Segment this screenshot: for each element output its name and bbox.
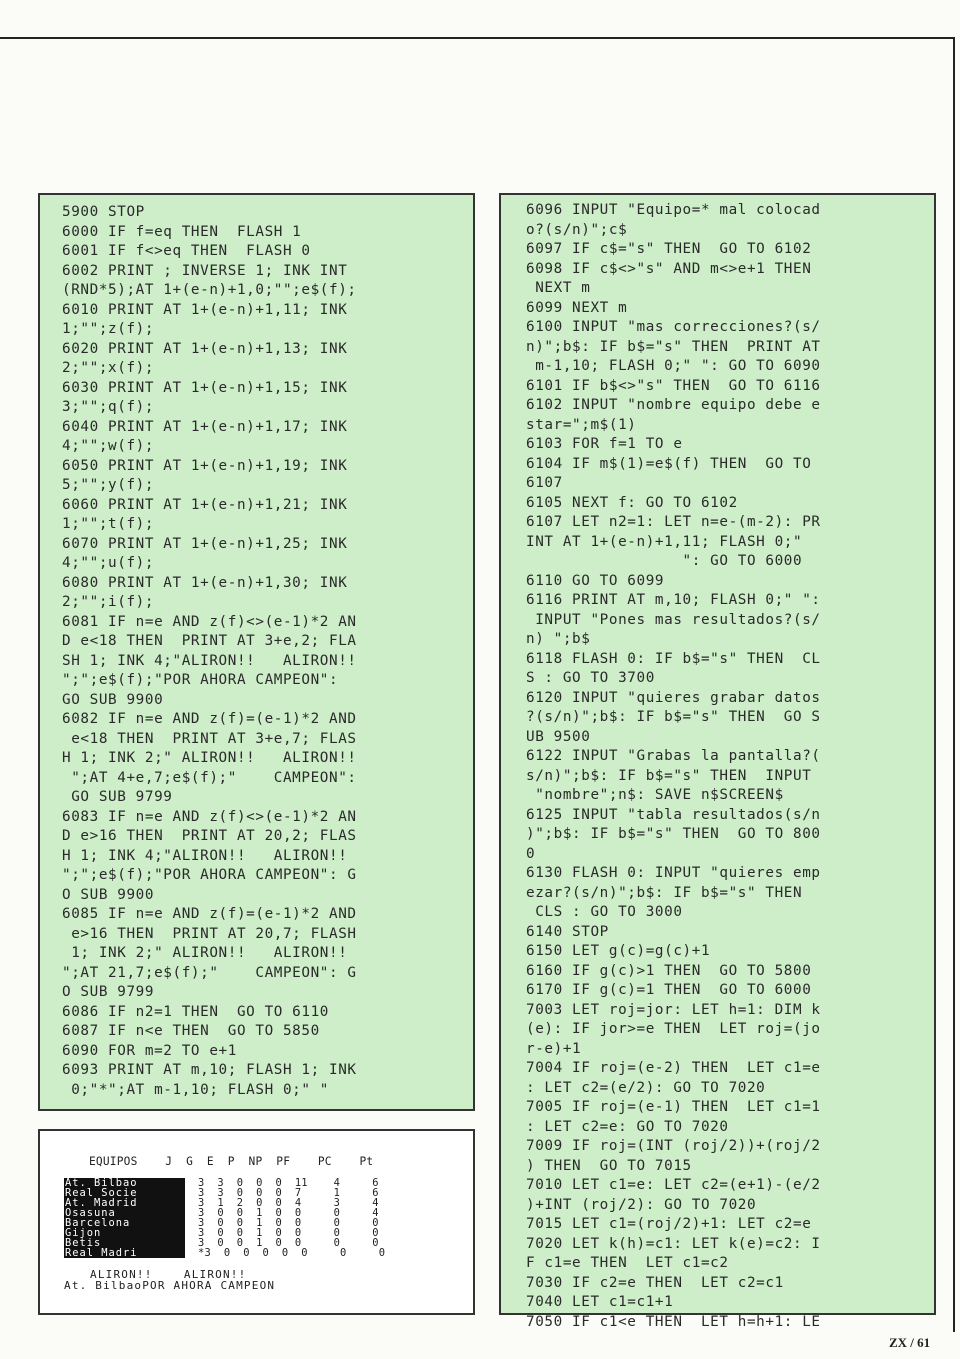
code-listing-left bbox=[38, 193, 475, 1111]
page-number: ZX / 61 bbox=[889, 1335, 931, 1350]
code-line: 6087 IF n<e THEN GO TO 5850 bbox=[62, 1023, 320, 1039]
code-line: 6100 INPUT "mas correcciones?(s/ bbox=[526, 319, 821, 335]
code-line: 7015 LET c1=(roj/2)+1: LET c2=e bbox=[526, 1216, 812, 1232]
code-line: o?(s/n)";c$ bbox=[526, 221, 628, 238]
code-line: 6107 LET n2=1: LET n=e-(m-2): PR bbox=[526, 514, 821, 530]
standings-header: EQUIPOS J G E P NP PF PC Pt bbox=[89, 1155, 374, 1168]
program-screen-capture bbox=[38, 1129, 475, 1315]
page-frame-right bbox=[953, 37, 955, 1332]
code-line: 1;"";z(f); bbox=[62, 321, 155, 337]
code-line: )";b$: IF b$="s" THEN GO TO 800 bbox=[526, 826, 821, 842]
team-stats bbox=[198, 1178, 385, 1258]
code-line: NEXT m bbox=[526, 280, 591, 296]
team-name: Barcelona bbox=[64, 1218, 185, 1228]
code-line: 6060 PRINT AT 1+(e-n)+1,21; INK bbox=[62, 496, 348, 513]
code-line: ";AT 21,7;e$(f);" CAMPEON": G bbox=[62, 964, 357, 981]
code-line: e>16 THEN PRINT AT 20,7; FLASH bbox=[62, 925, 357, 942]
code-line: 7005 IF roj=(e-1) THEN LET c1=1 bbox=[526, 1099, 821, 1115]
code-line: ": GO TO 6000 bbox=[526, 553, 803, 569]
team-stats-row: 3 0 0 1 0 0 0 0 bbox=[198, 1237, 379, 1249]
code-line: H 1; INK 2;" ALIRON!! ALIRON!! bbox=[62, 750, 357, 766]
code-line: 6081 IF n=e AND z(f)<>(e-1)*2 AN bbox=[62, 613, 357, 630]
code-line: 1;"";t(f); bbox=[62, 516, 155, 532]
code-line: 6122 INPUT "Grabas la pantalla?( bbox=[526, 748, 821, 764]
team-stats-row: 3 0 0 1 0 0 0 4 bbox=[198, 1207, 379, 1219]
code-line: O SUB 9900 bbox=[62, 886, 155, 903]
code-line: 2;"";x(f); bbox=[62, 360, 155, 376]
code-line: 6090 FOR m=2 TO e+1 bbox=[62, 1042, 237, 1059]
team-names bbox=[64, 1178, 185, 1258]
code-line: 6085 IF n=e AND z(f)=(e-1)*2 AND bbox=[62, 906, 357, 922]
code-line: 7010 LET c1=e: LET c2=(e+1)-(e/2 bbox=[526, 1177, 821, 1193]
code-line: 7030 IF c2=e THEN LET c2=c1 bbox=[526, 1274, 784, 1291]
code-line: e<18 THEN PRINT AT 3+e,7; FLAS bbox=[62, 730, 357, 747]
code-line: 6050 PRINT AT 1+(e-n)+1,19; INK bbox=[62, 457, 348, 474]
code-line: 6002 PRINT ; INVERSE 1; INK INT bbox=[62, 262, 348, 279]
code-line: 0 bbox=[526, 845, 536, 862]
code-line: 0;"*";AT m-1,10; FLASH 0;" " bbox=[62, 1081, 330, 1098]
code-line: 6130 FLASH 0: INPUT "quieres emp bbox=[526, 865, 821, 881]
code-line: 6140 STOP bbox=[526, 923, 609, 940]
code-line: GO SUB 9799 bbox=[62, 789, 173, 805]
code-line: UB 9500 bbox=[526, 728, 591, 745]
code-line: r-e)+1 bbox=[526, 1040, 582, 1057]
code-line: (RND*5);AT 1+(e-n)+1,0;"";e$(f); bbox=[62, 282, 357, 298]
code-line: 6098 IF c$<>"s" AND m<>e+1 THEN bbox=[526, 260, 812, 277]
code-line: 6116 PRINT AT m,10; FLASH 0;" ": bbox=[526, 592, 821, 608]
code-line: 5;"";y(f); bbox=[62, 477, 155, 493]
code-line: 2;"";i(f); bbox=[62, 594, 155, 610]
code-line: 6102 INPUT "nombre equipo debe e bbox=[526, 397, 821, 413]
listing-lines bbox=[526, 201, 934, 1332]
code-line: INT AT 1+(e-n)+1,11; FLASH 0;" bbox=[526, 533, 803, 550]
code-line: 6083 IF n=e AND z(f)<>(e-1)*2 AN bbox=[62, 808, 357, 825]
code-line: 6000 IF f=eq THEN FLASH 1 bbox=[62, 223, 302, 240]
code-line: ezar?(s/n)";b$: IF b$="s" THEN bbox=[526, 884, 803, 901]
code-line: 6120 INPUT "quieres grabar datos bbox=[526, 689, 821, 706]
code-line: SH 1; INK 4;"ALIRON!! ALIRON!! bbox=[62, 652, 357, 669]
code-line: 6170 IF g(c)=1 THEN GO TO 6000 bbox=[526, 982, 812, 998]
code-line: )+INT (roj/2): GO TO 7020 bbox=[526, 1196, 757, 1213]
champion-message: At. BilbaoPOR AHORA CAMPEON bbox=[64, 1279, 276, 1292]
code-line: D e>16 THEN PRINT AT 20,2; FLAS bbox=[62, 828, 357, 844]
code-line: 6040 PRINT AT 1+(e-n)+1,17; INK bbox=[62, 418, 348, 435]
code-line: 3;"";q(f); bbox=[62, 399, 155, 415]
code-line: star=";m$(1) bbox=[526, 416, 637, 433]
code-line: 6096 INPUT "Equipo=* mal colocad bbox=[526, 202, 821, 218]
code-line: D e<18 THEN PRINT AT 3+e,2; FLA bbox=[62, 633, 357, 649]
code-line: 7009 IF roj=(INT (roj/2))+(roj/2 bbox=[526, 1138, 821, 1154]
code-line: 7040 LET c1=c1+1 bbox=[526, 1294, 674, 1310]
code-line: 6110 GO TO 6099 bbox=[526, 572, 665, 589]
team-name: Real Madri bbox=[64, 1248, 185, 1258]
code-line: 6093 PRINT AT m,10; FLASH 1; INK bbox=[62, 1062, 357, 1078]
code-line: ) THEN GO TO 7015 bbox=[526, 1157, 692, 1174]
team-name: Osasuna bbox=[64, 1208, 185, 1218]
code-line: 6125 INPUT "tabla resultados(s/n bbox=[526, 806, 821, 823]
code-line: 6097 IF c$="s" THEN GO TO 6102 bbox=[526, 241, 812, 257]
team-name: At. Madrid bbox=[64, 1198, 185, 1208]
team-name: Betis bbox=[64, 1238, 185, 1248]
code-line: 7020 LET k(h)=c1: LET k(e)=c2: I bbox=[526, 1235, 821, 1252]
code-line: 6030 PRINT AT 1+(e-n)+1,15; INK bbox=[62, 379, 348, 396]
code-line: 6101 IF b$<>"s" THEN GO TO 6116 bbox=[526, 377, 821, 394]
code-line: INPUT "Pones mas resultados?(s/ bbox=[526, 611, 821, 628]
code-line: 6080 PRINT AT 1+(e-n)+1,30; INK bbox=[62, 574, 348, 591]
code-line: 6118 FLASH 0: IF b$="s" THEN CL bbox=[526, 650, 821, 667]
code-line: O SUB 9799 bbox=[62, 984, 155, 1000]
code-line: 7003 LET roj=jor: LET h=1: DIM k bbox=[526, 1001, 821, 1018]
code-line: ";AT 4+e,7;e$(f);" CAMPEON": bbox=[62, 769, 357, 786]
code-line: 6086 IF n2=1 THEN GO TO 6110 bbox=[62, 1003, 330, 1020]
team-stats-row: 3 1 2 0 0 4 3 4 bbox=[198, 1197, 379, 1209]
code-line: F c1=e THEN LET c1=c2 bbox=[526, 1255, 729, 1271]
team-stats-row: 3 0 0 1 0 0 0 0 bbox=[198, 1217, 379, 1229]
code-line: 1; INK 2;" ALIRON!! ALIRON!! bbox=[62, 945, 348, 961]
page-frame-top bbox=[0, 37, 955, 39]
team-name: At. Bilbao bbox=[64, 1178, 185, 1188]
code-line: 6150 LET g(c)=g(c)+1 bbox=[526, 943, 711, 959]
code-line: 6099 NEXT m bbox=[526, 299, 628, 316]
team-stats-row: 3 0 0 1 0 0 0 0 bbox=[198, 1227, 379, 1239]
code-line: 4;"";u(f); bbox=[62, 555, 155, 571]
code-line: CLS : GO TO 3000 bbox=[526, 904, 683, 920]
code-line: : LET c2=(e/2): GO TO 7020 bbox=[526, 1079, 766, 1096]
code-line: ";";e$(f);"POR AHORA CAMPEON": bbox=[62, 672, 339, 688]
code-line: 6105 NEXT f: GO TO 6102 bbox=[526, 494, 738, 511]
team-stats-row: *3 0 0 0 0 0 0 0 bbox=[198, 1247, 386, 1259]
code-listing-right bbox=[499, 193, 936, 1330]
code-line: 6107 bbox=[526, 475, 563, 491]
code-line: 4;"";w(f); bbox=[62, 438, 155, 454]
team-stats-row: 3 3 0 0 0 7 1 6 bbox=[198, 1187, 379, 1199]
team-name: Gijon bbox=[64, 1228, 185, 1238]
team-stats-row: 3 3 0 0 0 11 4 6 bbox=[198, 1177, 379, 1189]
code-line: 6020 PRINT AT 1+(e-n)+1,13; INK bbox=[62, 340, 348, 357]
aliron-message: ALIRON!! ALIRON!! bbox=[90, 1268, 247, 1281]
code-line: 6070 PRINT AT 1+(e-n)+1,25; INK bbox=[62, 535, 348, 552]
code-line: 6103 FOR f=1 TO e bbox=[526, 436, 683, 452]
code-line: 5900 STOP bbox=[62, 204, 145, 220]
code-line: n)";b$: IF b$="s" THEN PRINT AT bbox=[526, 338, 821, 355]
code-line: 6104 IF m$(1)=e$(f) THEN GO TO bbox=[526, 455, 812, 472]
code-line: n) ";b$ bbox=[526, 631, 591, 647]
code-line: 6001 IF f<>eq THEN FLASH 0 bbox=[62, 243, 311, 259]
code-line: m-1,10; FLASH 0;" ": GO TO 6090 bbox=[526, 358, 821, 374]
code-line: 7004 IF roj=(e-2) THEN LET c1=e bbox=[526, 1060, 821, 1076]
code-line: S : GO TO 3700 bbox=[526, 670, 655, 686]
code-line: 6010 PRINT AT 1+(e-n)+1,11; INK bbox=[62, 301, 348, 318]
code-line: 6082 IF n=e AND z(f)=(e-1)*2 AND bbox=[62, 711, 357, 727]
listing-lines bbox=[62, 203, 473, 1100]
code-line: GO SUB 9900 bbox=[62, 691, 164, 708]
code-line: ";";e$(f);"POR AHORA CAMPEON": G bbox=[62, 867, 357, 883]
code-line: "nombre";n$: SAVE n$SCREEN$ bbox=[526, 787, 784, 803]
code-line: 6160 IF g(c)>1 THEN GO TO 5800 bbox=[526, 962, 812, 979]
code-line: H 1; INK 4;"ALIRON!! ALIRON!! bbox=[62, 847, 348, 864]
code-line: ?(s/n)";b$: IF b$="s" THEN GO S bbox=[526, 709, 821, 725]
team-name: Real Socie bbox=[64, 1188, 185, 1198]
code-line: s/n)";b$: IF b$="s" THEN INPUT bbox=[526, 767, 812, 784]
code-line: : LET c2=e: GO TO 7020 bbox=[526, 1118, 729, 1135]
code-line: 7050 IF c1<e THEN LET h=h+1: LE bbox=[526, 1313, 821, 1330]
code-line: (e): IF jor>=e THEN LET roj=(jo bbox=[526, 1021, 821, 1037]
